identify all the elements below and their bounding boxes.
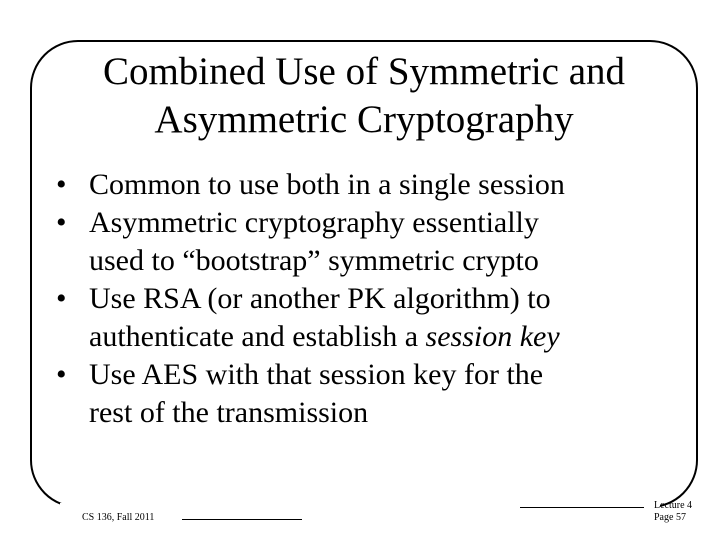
bullet-dot-icon: • xyxy=(56,206,67,239)
bullet-text: Use RSA (or another PK algorithm) to xyxy=(89,282,551,315)
footer-lecture-page xyxy=(654,500,692,524)
footer-page-number: Page 57 xyxy=(654,512,686,523)
bullet-text-continued: used to “bootstrap” symmetric crypto xyxy=(89,244,539,277)
bullet-dot-icon: • xyxy=(56,282,67,315)
bullet-dot-icon: • xyxy=(56,358,67,391)
bullet-text: Common to use both in a single session xyxy=(89,168,565,201)
slide-title xyxy=(30,48,698,144)
footer-course: CS 136, Fall 2011 xyxy=(82,512,155,523)
bullet-text-continued xyxy=(89,318,686,356)
session-key-emphasis: session key xyxy=(425,320,560,353)
bullet-text-continued: rest of the transmission xyxy=(89,396,369,429)
bullet-item-2 xyxy=(56,204,686,280)
footer-left-rule xyxy=(182,519,302,520)
bullet-dot-icon: • xyxy=(56,168,67,201)
bullet-item-3 xyxy=(56,280,686,356)
footer-lecture: Lecture 4 xyxy=(654,500,693,511)
footer-right-rule xyxy=(520,507,644,508)
bullet-text: Asymmetric cryptography essentially xyxy=(89,206,539,239)
title-line-1: Combined Use of Symmetric and xyxy=(102,50,626,93)
title-line-2: Asymmetric Cryptography xyxy=(154,98,574,141)
bullet-item-4 xyxy=(56,356,686,432)
bullet-item-1 xyxy=(56,166,686,204)
bullet-list xyxy=(56,166,686,432)
bullet-text-plain: authenticate and establish a xyxy=(89,320,426,353)
bullet-text: Use AES with that session key for the xyxy=(89,358,544,391)
